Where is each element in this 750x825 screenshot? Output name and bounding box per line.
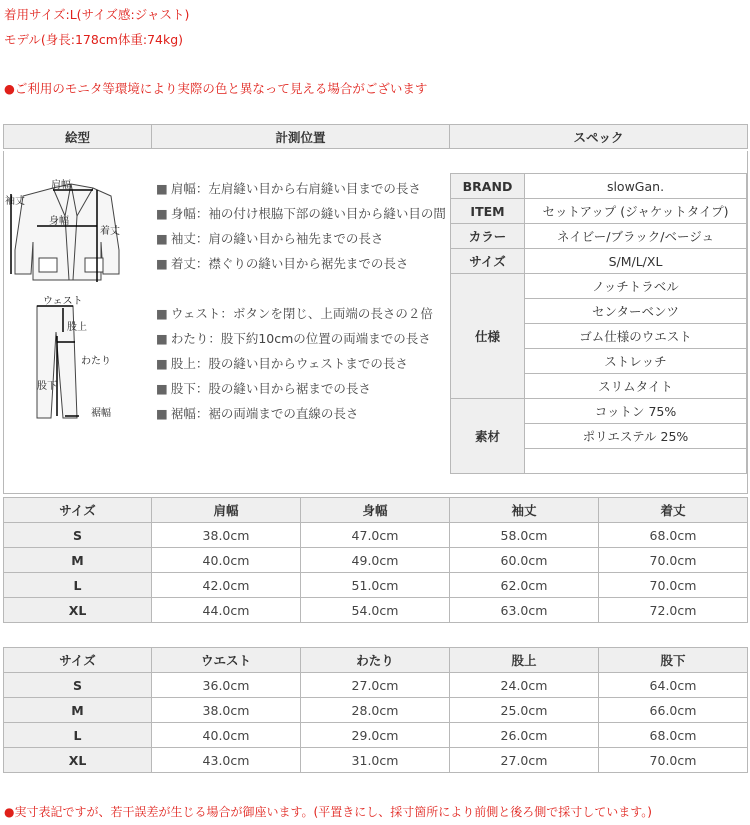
table-cell: 47.0cm [301, 523, 450, 548]
jacket-size-table [3, 497, 748, 623]
table-cell: 68.0cm [599, 523, 748, 548]
table-cell: 27.0cm [450, 748, 599, 773]
label-thigh: わたり [81, 356, 111, 367]
desc-sleeve: ■ 袖丈：肩の縫い目から袖先までの長さ [156, 231, 384, 246]
column-header: ウエスト [152, 648, 301, 673]
table-cell: 58.0cm [450, 523, 599, 548]
section-header [3, 124, 748, 149]
spec-value: S/M/L/XL [525, 249, 747, 274]
table-cell: 54.0cm [301, 598, 450, 623]
label-hem: 裾幅 [91, 408, 111, 419]
spec-label: ITEM [451, 199, 525, 224]
row-size: XL [4, 748, 152, 773]
label-length: 着丈 [100, 226, 120, 237]
row-size: M [4, 548, 152, 573]
table-cell: 25.0cm [450, 698, 599, 723]
table-cell: 44.0cm [152, 598, 301, 623]
table-row [4, 698, 748, 723]
table-cell: 68.0cm [599, 723, 748, 748]
label-body: 身幅 [49, 216, 69, 227]
spec-value: セットアップ (ジャケットタイプ) [525, 199, 747, 224]
spec-label: 仕様 [451, 274, 525, 399]
row-size: L [4, 723, 152, 748]
desc-body: ■ 身幅：袖の付け根脇下部の縫い目から縫い目の間 [156, 206, 446, 221]
table-cell: 63.0cm [450, 598, 599, 623]
table-cell: 29.0cm [301, 723, 450, 748]
spec-value: スリムタイト [525, 374, 747, 399]
table-header-row [4, 648, 748, 673]
column-header: サイズ [4, 648, 152, 673]
table-cell: 38.0cm [152, 698, 301, 723]
column-header: 肩幅 [152, 498, 301, 523]
desc-shoulder: ■ 肩幅：左肩縫い目から右肩縫い目までの長さ [156, 181, 421, 196]
spec-value: slowGan. [525, 174, 747, 199]
table-header-row [4, 498, 748, 523]
table-cell: 27.0cm [301, 673, 450, 698]
table-cell: 42.0cm [152, 573, 301, 598]
desc-inseam: ■ 股下：股の縫い目から裾までの長さ [156, 381, 371, 396]
header-illustration: 絵型 [4, 125, 152, 149]
table-cell: 40.0cm [152, 723, 301, 748]
label-sleeve: 袖丈 [5, 196, 25, 207]
spec-value [525, 449, 747, 474]
spec-value: ストレッチ [525, 349, 747, 374]
table-cell: 66.0cm [599, 698, 748, 723]
label-shoulder: 肩幅 [51, 180, 71, 191]
spec-value: センターベンツ [525, 299, 747, 324]
label-inseam: 股下 [37, 381, 57, 392]
table-cell: 64.0cm [599, 673, 748, 698]
header-measurement: 計測位置 [152, 125, 450, 149]
table-cell: 49.0cm [301, 548, 450, 573]
table-cell: 60.0cm [450, 548, 599, 573]
garment-illustration [3, 170, 151, 430]
table-cell: 31.0cm [301, 748, 450, 773]
table-row [4, 523, 748, 548]
label-rise: 股上 [67, 322, 87, 333]
spec-value: コットン 75% [525, 399, 747, 424]
spec-label: BRAND [451, 174, 525, 199]
spec-label: カラー [451, 224, 525, 249]
table-cell: 24.0cm [450, 673, 599, 698]
spec-value: ノッチトラベル [525, 274, 747, 299]
row-size: L [4, 573, 152, 598]
row-size: S [4, 673, 152, 698]
spec-row-material [451, 399, 747, 424]
table-row [4, 748, 748, 773]
column-header: サイズ [4, 498, 152, 523]
spec-table [450, 173, 747, 474]
table-cell: 28.0cm [301, 698, 450, 723]
pants-size-table [3, 647, 748, 773]
row-size: XL [4, 598, 152, 623]
color-note: ●ご利用のモニタ等環境により実際の色と異なって見える場合がございます [4, 81, 428, 96]
desc-length: ■ 着丈：襟ぐりの縫い目から裾先までの長さ [156, 256, 409, 271]
column-header: 身幅 [301, 498, 450, 523]
table-cell: 43.0cm [152, 748, 301, 773]
spec-value: ネイビー/ブラック/ベージュ [525, 224, 747, 249]
table-cell: 70.0cm [599, 548, 748, 573]
footer-note: ●実寸表記ですが、若干誤差が生じる場合が御座います。(平置きにし、採寸箇所により前側と後ろ側で採寸しています。) [4, 805, 652, 819]
spec-value: ポリエステル 25% [525, 424, 747, 449]
table-cell: 38.0cm [152, 523, 301, 548]
column-header: 着丈 [599, 498, 748, 523]
column-header: 股上 [450, 648, 599, 673]
table-cell: 36.0cm [152, 673, 301, 698]
spec-row-color [451, 224, 747, 249]
column-header: 股下 [599, 648, 748, 673]
spec-value: ゴム仕様のウエスト [525, 324, 747, 349]
table-row [4, 573, 748, 598]
label-waist: ウェスト [43, 296, 83, 307]
table-cell: 70.0cm [599, 748, 748, 773]
column-header: わたり [301, 648, 450, 673]
column-header: 袖丈 [450, 498, 599, 523]
table-cell: 51.0cm [301, 573, 450, 598]
table-row [4, 598, 748, 623]
table-row [4, 723, 748, 748]
header-spec: スペック [450, 125, 748, 149]
desc-waist: ■ ウェスト：ボタンを閉じ、上両端の長さの２倍 [156, 306, 433, 321]
row-size: S [4, 523, 152, 548]
desc-rise: ■ 股上：股の縫い目からウェストまでの長さ [156, 356, 408, 371]
spec-row-brand [451, 174, 747, 199]
wear-size-note: 着用サイズ:L(サイズ感:ジャスト) [4, 7, 190, 22]
model-note: モデル(身長:178cm体重:74kg) [4, 32, 184, 47]
table-cell: 72.0cm [599, 598, 748, 623]
table-cell: 40.0cm [152, 548, 301, 573]
row-size: M [4, 698, 152, 723]
table-cell: 62.0cm [450, 573, 599, 598]
table-cell: 70.0cm [599, 573, 748, 598]
spec-row-feature [451, 274, 747, 299]
table-cell: 26.0cm [450, 723, 599, 748]
desc-thigh: ■ わたり：股下約10cmの位置の両端までの長さ [156, 331, 431, 346]
spec-label: 素材 [451, 399, 525, 474]
table-row [4, 548, 748, 573]
spec-row-item [451, 199, 747, 224]
desc-hem: ■ 裾幅：裾の両端までの直線の長さ [156, 406, 359, 421]
spec-label: サイズ [451, 249, 525, 274]
table-row [4, 673, 748, 698]
spec-row-size [451, 249, 747, 274]
